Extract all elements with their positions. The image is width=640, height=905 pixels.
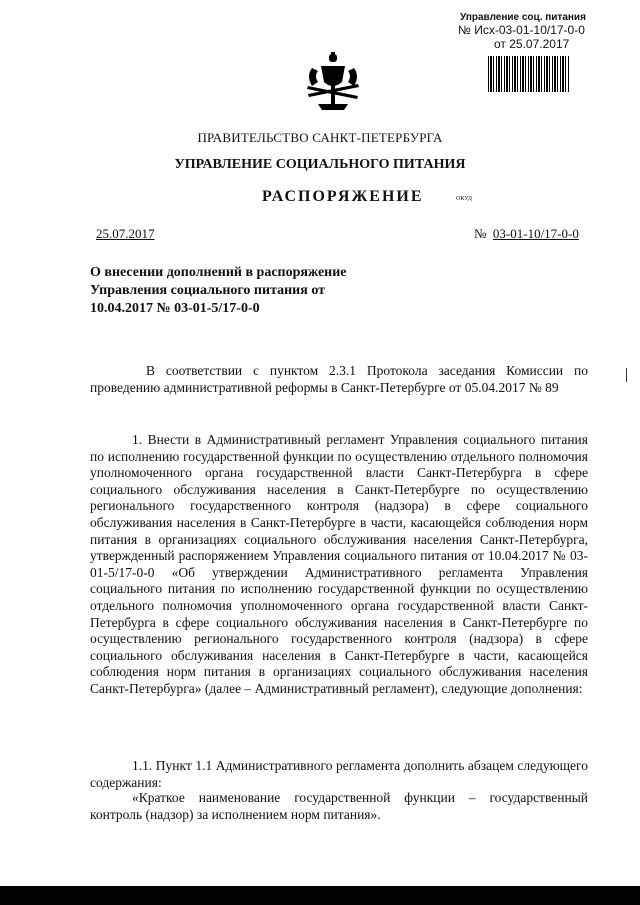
scan-bottom-edge: [0, 886, 640, 905]
stamp-number: № Исх-03-01-10/17-0-0: [458, 23, 585, 37]
stamp-date: от 25.07.2017: [494, 37, 570, 51]
coat-of-arms-emblem: [302, 52, 364, 114]
department-title: УПРАВЛЕНИЕ СОЦИАЛЬНОГО ПИТАНИЯ: [174, 157, 466, 172]
document-subject: О внесении дополнений в распоряжение Управления социального питания от 10.04.2017 № 03-01-5/17-0-0: [90, 265, 347, 316]
clause-1-paragraph: 1. Внести в Административный регламент Управления социального питания по исполнению государственной функции по осуществлению отдельного полномочия уполномоченного органа государственной власти Санкт-Петербурга в сфере социального обслуживания населения в Санкт-Петербурге по осуществлению регионального государственного контроля (надзора) в сфере социального обслуживания населения в Санкт-Петербурге в части, касающейся соблюдения норм питания в организациях социального обслуживания населения Санкт-Петербурга, утвержденный распоряжением Управления социального питания от 10.04.2017 № 03-01-5/17-0-0 «Об утверждении Административного регламента Управления социального питания по исполнению государственной функции по осуществлению отдельного полномочия уполномоченного органа государственной власти Санкт-Петербурга в сфере социального обслуживания населения в Санкт-Петербурге по осуществлению регионального государственного контроля (надзора) в сфере социального обслуживания населения в Санкт-Петербурге в части, касающейся соблюдения норм питания в организациях социального обслуживания населения Санкт-Петербурга» (далее – Административный регламент), следующие дополнения:: [90, 432, 588, 696]
preamble-paragraph: В соответствии с пунктом 2.3.1 Протокола заседания Комиссии по проведению административной реформы в Санкт-Петербурге от 05.04.2017 № 89: [90, 363, 588, 395]
clause-1-1-paragraph: 1.1. Пункт 1.1 Административного регламента дополнить абзацем следующего содержания:: [90, 758, 588, 790]
okud-label: ОКУД: [456, 196, 472, 202]
quoted-addition-paragraph: «Краткое наименование государственной функции – государственный контроль (надзор) за исполнением норм питания».: [90, 790, 588, 822]
scan-margin-mark: [626, 368, 627, 382]
stamp-org: Управление соц. питания: [460, 12, 586, 23]
document-date: 25.07.2017: [96, 226, 155, 241]
government-title: ПРАВИТЕЛЬСТВО САНКТ-ПЕТЕРБУРГА: [197, 130, 443, 145]
document-type-title: РАСПОРЯЖЕНИЕ: [262, 188, 424, 205]
registration-stamp: [458, 12, 598, 51]
barcode: [488, 56, 570, 92]
document-number: № 03-01-10/17-0-0: [474, 226, 579, 241]
